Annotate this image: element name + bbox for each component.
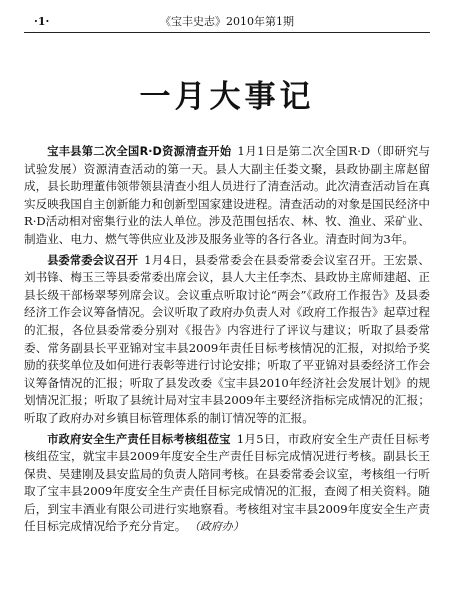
entry-source: （政府办） bbox=[194, 520, 244, 534]
news-entry bbox=[24, 252, 430, 428]
news-entry bbox=[24, 431, 430, 537]
entry-body: 1月5日，市政府安全生产责任目标考核组莅宝，就宝丰县2009年度安全生产责任目标完成情况进行考核。副县长王保贵、吴建刚及县安监局的负责人陪同考核。在县委常委会议室，考核组一行听取了宝丰县2009年度安全生产责任目标完成情况的汇报，查阅了相关资料。随后，到宝丰酒业有限公司进行实地察看。考核组对宝丰县2009年度安全生产责任目标完成情况给予充分肯定。 bbox=[24, 431, 430, 534]
entry-headline: 县委常委会议召开 bbox=[47, 253, 139, 267]
news-entry bbox=[24, 143, 430, 249]
entry-body: 1月4日，县委常委会在县委常委会议室召开。王宏景、刘书锋、梅玉三等县委常委出席会议，县人大主任李杰、县政协主席师建超、正县长级干部杨翠琴列席会议。会议重点听取讨论“两会”《政府工作报告》及县委经济工作会议筹备情况。会议听取了政府办负责人对《政府工作报告》起草过程的汇报，各位县委常委分别对《报告》内容进行了评议与建议；听取了县委常委、常务副县长平亚锦对宝丰县2009年责任目标考核情况的汇报，对拟给予奖励的获奖单位及如何进行表彰等进行讨论安排；听取了平亚锦对县委经济工作会议筹备情况的汇报；听取了县发改委《宝丰县2010年经济社会发展计划》的规划情况汇报；听取了县统计局对宝丰县2009年主要经济指标完成情况的汇报；听取了政府办对乡镇目标管理体系的制订情况等的汇报。 bbox=[24, 252, 430, 425]
running-header bbox=[24, 14, 430, 33]
page-title: 一月大事记 bbox=[139, 79, 315, 115]
entry-headline: 市政府安全生产责任目标考核组莅宝 bbox=[47, 432, 231, 446]
entry-headline: 宝丰县第二次全国R·D资源清查开始 bbox=[47, 145, 232, 158]
journal-issue: 《宝丰史志》2010年第1期 bbox=[160, 15, 294, 28]
page-number: ·1· bbox=[34, 15, 50, 28]
entry-body: 1月1日是第二次全国R·D（即研究与试验发展）资源清查活动的第一天。县人大副主任娄文聚，县政协副主席赵留成，县长助理董伟领带领县清查小组人员进行了清查活动。此次清查活动旨在真实反映我国自主创新能力和创新型国家建设进程。清查活动的对象是国民经济中R·D活动相对密集行业的法人单位。涉及范围包括农、林、牧、渔业、采矿业、制造业、电力、燃气等供应业及涉及服务业等的各行各业。清查时间为3年。 bbox=[24, 144, 430, 246]
